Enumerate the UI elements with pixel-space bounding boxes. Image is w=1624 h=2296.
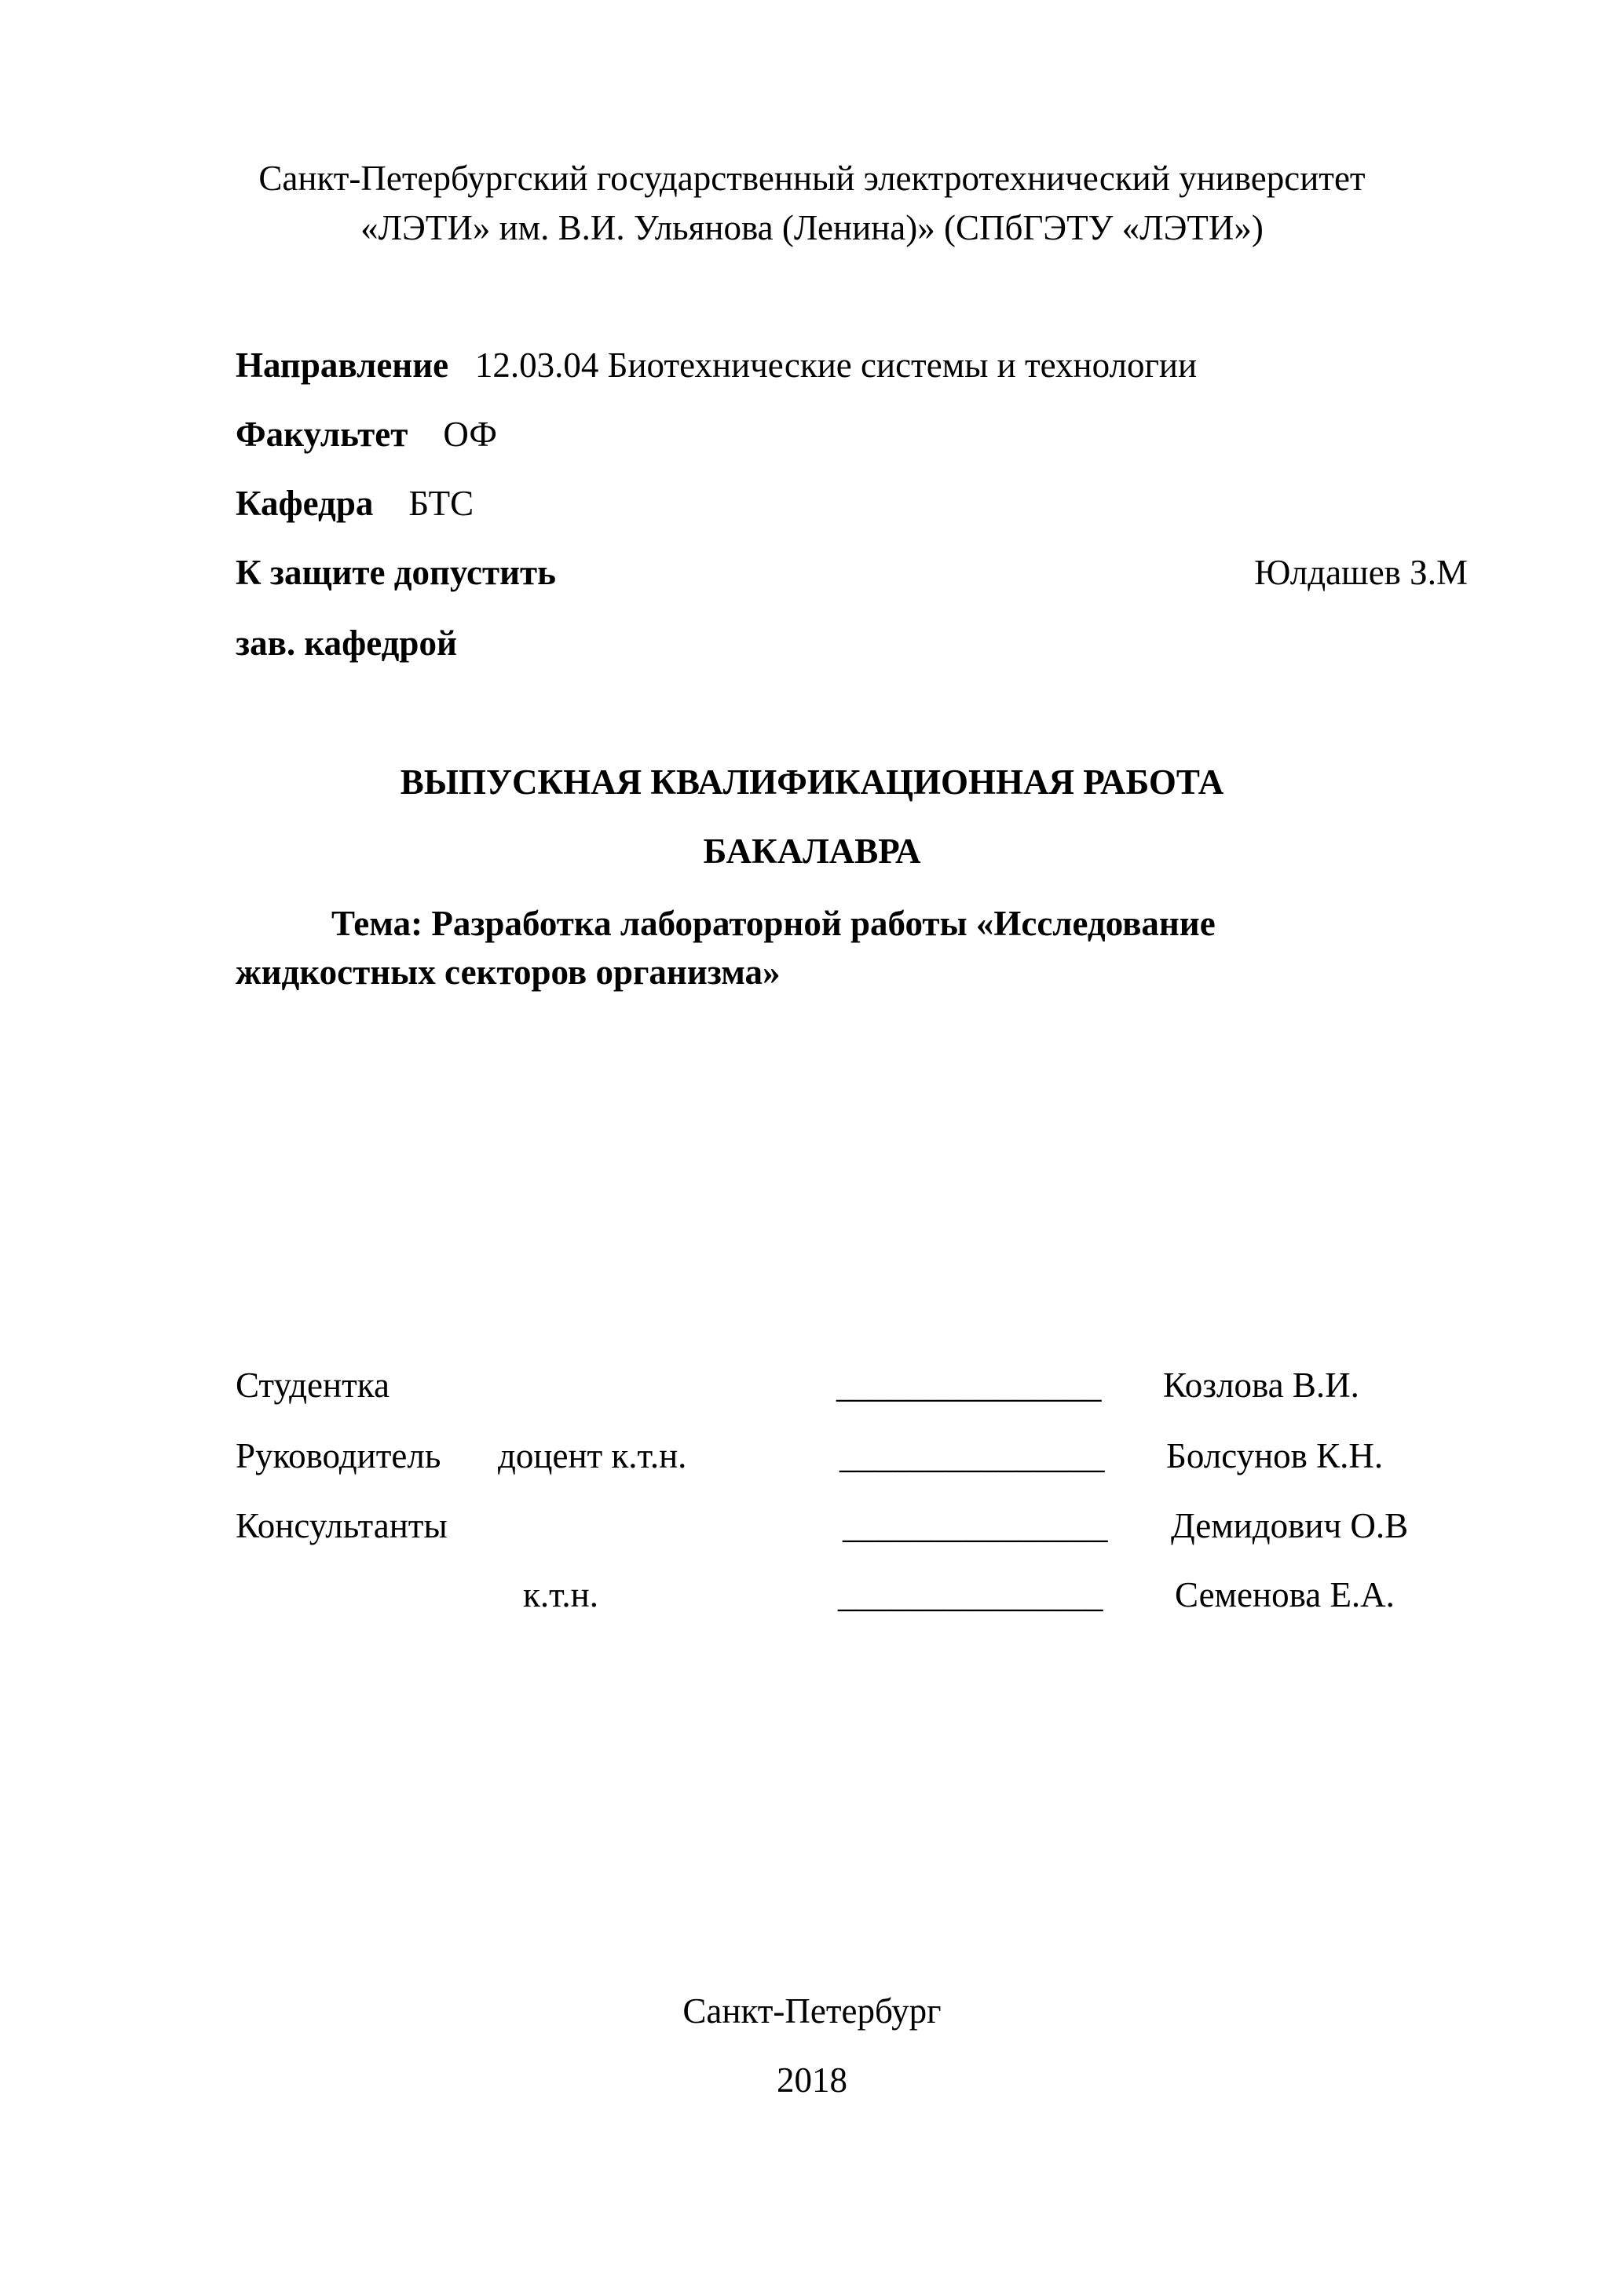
faculty-value: ОФ (443, 415, 497, 454)
signature-line: _______________ (836, 1366, 1102, 1405)
footer-year: 2018 (777, 2060, 847, 2100)
admit-name: Юлдашев З.М (1254, 553, 1468, 592)
work-title-line1: ВЫПУСКНАЯ КВАЛИФИКАЦИОННАЯ РАБОТА (400, 762, 1224, 802)
head-label: зав. кафедрой (236, 623, 457, 663)
direction-label: Направление (236, 345, 449, 385)
signature-name: Болсунов К.Н. (1166, 1436, 1384, 1475)
topic-line1: Тема: Разработка лабораторной работы «Исследование (331, 904, 1216, 943)
university-name-line1: Санкт-Петербургский государственный электротехнический университет (258, 159, 1366, 198)
faculty-row (236, 414, 497, 455)
signature-title: доцент к.т.н. (498, 1436, 687, 1475)
signature-line: _______________ (843, 1506, 1108, 1545)
direction-row (236, 345, 1197, 386)
faculty-label: Факультет (236, 415, 408, 454)
signature-line: _______________ (838, 1575, 1103, 1614)
footer-city: Санкт-Петербург (682, 1991, 942, 2031)
admit-label: К защите допустить (236, 553, 556, 592)
signature-line: _______________ (839, 1436, 1105, 1475)
signature-role: Студентка (236, 1366, 390, 1405)
signature-title: к.т.н. (523, 1575, 598, 1614)
signature-name: Козлова В.И. (1163, 1366, 1359, 1405)
department-value: БТС (408, 484, 474, 523)
direction-value: 12.03.04 Биотехнические системы и технологии (474, 345, 1198, 385)
signature-role: Консультанты (236, 1506, 448, 1545)
topic-line2: жидкостных секторов организма» (236, 952, 781, 992)
signature-name: Семенова Е.А. (1175, 1575, 1395, 1614)
signature-role: Руководитель (236, 1436, 441, 1475)
department-row (236, 483, 474, 524)
signature-name: Демидович О.В (1171, 1506, 1409, 1545)
department-label: Кафедра (236, 484, 374, 523)
work-title-line2: БАКАЛАВРА (703, 832, 921, 871)
university-name-line2: «ЛЭТИ» им. В.И. Ульянова (Ленина)» (СПбГЭТУ «ЛЭТИ») (360, 208, 1264, 247)
